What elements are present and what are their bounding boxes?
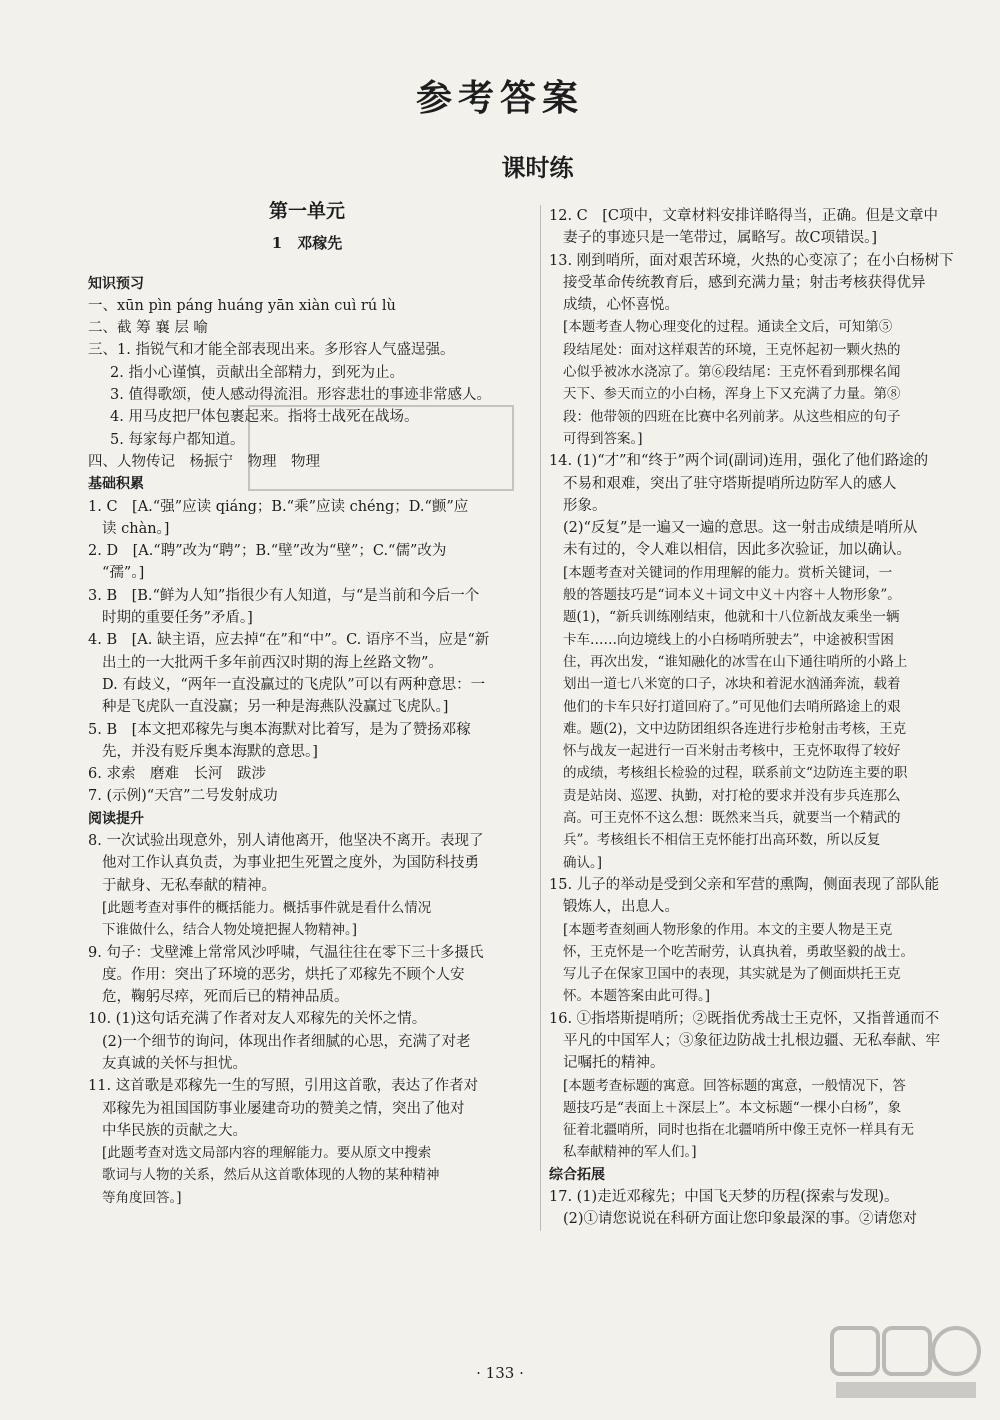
answer-line: 先，并没有贬斥奥本海默的意思。] xyxy=(102,743,318,760)
answer-note-line: [此题考查对事件的概括能力。概括事件就是看什么情况 xyxy=(102,899,432,916)
answer-line: 4. B [A. 缺主语，应去掉“在”和“中”。C. 语序不当，应是“新 xyxy=(88,632,490,649)
section-heading: 综合拓展 xyxy=(549,1166,605,1183)
answer-note-line: 怀与战友一起进行一百米射击考核中，王克怀取得了较好 xyxy=(563,743,901,760)
answer-note-line: 卡车……向边境线上的小白杨哨所驶去”，中途被积雪困 xyxy=(563,631,894,648)
answer-line: D. 有歧义，“两年一直没赢过的飞虎队”可以有两种意思：一 xyxy=(102,676,486,693)
answer-note-line: [本题考查刻画人物形象的作用。本文的主要人物是王克 xyxy=(563,921,893,938)
answer-line: 三、1. 指锐气和才能全部表现出来。多形容人气盛逞强。 xyxy=(88,342,455,359)
answer-line: 度。作用：突出了环境的恶劣，烘托了邓稼先不顾个人安 xyxy=(102,966,465,983)
answer-line: 一、xūn pìn páng huáng yān xiàn cuì rú lù xyxy=(88,297,396,314)
answer-note-line: 可得到答案。] xyxy=(563,430,643,447)
answer-line: 危，鞠躬尽瘁，死而后已的精神品质。 xyxy=(102,989,349,1006)
answer-note-line: [本题考查标题的寓意。回答标题的寓意，一般情况下，答 xyxy=(563,1077,906,1094)
answer-line: 出土的一大批两千多年前西汉时期的海上丝路文物”。 xyxy=(102,654,443,671)
answer-note-line: 确认。] xyxy=(563,854,603,871)
answer-line: 他对工作认真负责，为事业把生死置之度外，为国防科技勇 xyxy=(102,855,479,872)
answer-note-line: 下谁做什么，结合人物处境把握人物精神。] xyxy=(102,922,358,939)
answer-note-line: 等角度回答。] xyxy=(102,1189,182,1206)
answer-line: (2)①请您说说在科研方面让您印象最深的事。②请您对 xyxy=(563,1211,918,1228)
answer-line: 2. 指小心谨慎，贡献出全部精力，到死为止。 xyxy=(110,364,404,381)
answer-line: “孺”。] xyxy=(102,565,145,582)
answer-note-line: 写儿子在保家卫国中的表现，其实就是为了侧面烘托王克 xyxy=(563,966,901,983)
answer-note-line: 的成绩，考核组长检验的过程，联系前文“边防连主要的职 xyxy=(563,765,908,782)
answer-line: 于献身、无私奉献的精神。 xyxy=(102,877,276,894)
answer-line: 1. C [A.“强”应读 qiáng；B.“乘”应读 chéng；D.“颤”应 xyxy=(88,498,469,515)
answer-note-line: [本题考查人物心理变化的过程。通读全文后，可知第⑤ xyxy=(563,319,893,336)
section-heading: 基础积累 xyxy=(88,476,144,493)
answer-line: 9. 句子：戈壁滩上常常风沙呼啸，气温往往在零下三十多摄氏 xyxy=(88,944,484,961)
answer-note-line: 私奉献精神的军人们。] xyxy=(563,1144,697,1161)
answer-line: 中华民族的贡献之大。 xyxy=(102,1122,247,1139)
answer-line: 邓稼先为祖国国防事业屡建奇功的赞美之情，突出了他对 xyxy=(102,1100,465,1117)
answer-line: 2. D [A.“聘”改为“聘”；B.“壁”改为“壁”；C.“儒”改为 xyxy=(88,543,447,560)
answer-note-line: 般的答题技巧是“词本义＋词文中义＋内容＋人物形象”。 xyxy=(563,587,901,604)
answer-line: 种是飞虎队一直没赢；另一种是海燕队没赢过飞虎队。] xyxy=(102,699,449,716)
answer-line: 二、截 筹 襄 层 喻 xyxy=(88,320,208,337)
page-subtitle: 课时练 xyxy=(501,154,574,182)
lesson-title: 1 邓稼先 xyxy=(271,234,343,253)
answer-note-line: 歌词与人物的关系，然后从这首歌体现的人物的某种精神 xyxy=(102,1167,440,1184)
page-number: · 133 · xyxy=(476,1364,524,1382)
answer-line: 13. 刚到哨所，面对艰苦环境，火热的心变凉了；在小白杨树下 xyxy=(549,252,954,269)
answer-line: 14. (1)“才”和“终于”两个词(副词)连用，强化了他们路途的 xyxy=(549,453,929,470)
section-heading: 知识预习 xyxy=(88,275,144,292)
answer-note-line: 兵”。考核组长不相信王克怀能打出高环数，所以反复 xyxy=(563,832,881,849)
answer-line: 接受革命传统教育后，感到充满力量；射击考核获得优异 xyxy=(563,274,926,291)
answer-line: 12. C [C项中，文章材料安排详略得当，正确。但是文章中 xyxy=(549,208,939,224)
answer-note-line: 天下、参天而立的小白杨，浑身上下又充满了力量。第⑧ xyxy=(563,386,901,403)
answer-line: 8. 一次试验出现意外，别人请他离开，他坚决不离开。表现了 xyxy=(88,833,484,850)
answer-line: 10. (1)这句话充满了作者对友人邓稼先的关怀之情。 xyxy=(88,1011,427,1028)
answer-line: 11. 这首歌是邓稼先一生的写照，引用这首歌，表达了作者对 xyxy=(88,1078,479,1095)
site-logo xyxy=(826,1318,986,1408)
answer-note-line: 责是站岗、巡逻、执勤，对打枪的要求并没有步兵连那么 xyxy=(563,787,901,804)
answer-note-line: 他们的卡车只好打道回府了。”可见他们去哨所路途上的艰 xyxy=(563,698,901,715)
answer-line: 3. B [B.“鲜为人知”指很少有人知道，与“是当前和今后一个 xyxy=(88,587,480,604)
answer-line: 3. 值得歌颂，使人感动得流泪。形容悲壮的事迹非常感人。 xyxy=(110,387,491,404)
answer-line: (2)一个细节的询问，体现出作者细腻的心思，充满了对老 xyxy=(102,1033,471,1050)
answer-line: (2)“反复”是一遍又一遍的意思。这一射击成绩是哨所从 xyxy=(563,520,918,537)
answer-note-line: 住，再次出发，“谁知融化的冰雪在山下通往哨所的小路上 xyxy=(563,653,908,670)
answer-line: 平凡的中国军人；③象征边防战士扎根边疆、无私奉献、牢 xyxy=(563,1032,940,1049)
right-answer-list xyxy=(549,205,994,1231)
stamp-text xyxy=(250,435,512,460)
answer-note-line: 怀。本题答案由此可得。] xyxy=(563,988,711,1005)
answer-note-line: 征着北疆哨所，同时也指在北疆哨所中像王克怀一样具有无 xyxy=(563,1122,914,1139)
answer-note-line: 段：他带领的四班在比赛中名列前茅。从这些相应的句子 xyxy=(563,408,901,425)
unit-title: 第一单元 xyxy=(268,200,345,222)
answer-line: 妻子的事迹只是一笔带过，属略写。故C项错误。] xyxy=(563,230,877,247)
answer-note-line: 段结尾处：面对这样艰苦的环境，王克怀起初一颗火热的 xyxy=(563,341,901,358)
answer-line: 读 chàn。] xyxy=(102,520,170,537)
answer-line: 7. (示例)“天宫”二号发射成功 xyxy=(88,788,278,805)
answer-line: 记嘱托的精神。 xyxy=(563,1055,665,1072)
section-heading: 阅读提升 xyxy=(88,810,144,827)
answer-note-line: 划出一道七八米宽的口子，冰块和着泥水汹涌奔流，载着 xyxy=(563,676,901,693)
answer-line: 16. ①指塔斯提哨所；②既指优秀战士王克怀，又指普通而不 xyxy=(549,1010,940,1027)
answer-note-line: 心似乎被冰水浇凉了。第⑥段结尾：王克怀看到那棵名闻 xyxy=(563,364,901,381)
answer-note-line: 题技巧是“表面上＋深层上”。本文标题“一棵小白杨”，象 xyxy=(563,1099,902,1116)
answer-line: 时期的重要任务”矛盾。] xyxy=(102,610,253,627)
right-column xyxy=(540,205,994,1231)
answer-line: 未有过的，令人难以相信，因此多次验证，加以确认。 xyxy=(563,542,911,559)
page-title: 参考答案 xyxy=(415,78,584,119)
answer-note-line: 难。题(2)，文中边防团组织各连进行步枪射击考核，王克 xyxy=(563,720,907,737)
answer-line: 友真诚的关怀与担忧。 xyxy=(102,1055,247,1072)
answer-note-line: 题(1)，“新兵训练刚结束，他就和十八位新战友乘坐一辆 xyxy=(563,609,900,626)
answer-line: 锻炼人，出息人。 xyxy=(563,899,679,916)
answer-line: 4. 用马皮把尸体包裹起来。指将士战死在战场。 xyxy=(110,409,419,426)
answer-note-line: 怀，王克怀是一个吃苦耐劳，认真执着，勇敢坚毅的战士。 xyxy=(563,943,914,960)
answer-line: 5. 每家每户都知道。 xyxy=(110,431,245,448)
answer-line: 形象。 xyxy=(563,497,607,514)
watermark-stamp xyxy=(248,405,514,491)
left-column xyxy=(88,200,526,1209)
answer-line: 17. (1)走近邓稼先；中国飞天梦的历程(探索与发现)。 xyxy=(549,1189,899,1206)
answer-note-line: [此题考查对选文局部内容的理解能力。要从原文中搜索 xyxy=(102,1145,432,1162)
answer-line: 不易和艰难，突出了驻守塔斯提哨所边防军人的感人 xyxy=(563,475,897,492)
answer-line: 四、人物传记 杨振宁 物理 物理 xyxy=(88,453,320,470)
answer-note-line: [本题考查对关键词的作用理解的能力。赏析关键词，一 xyxy=(563,564,893,581)
answer-line: 5. B [本文把邓稼先与奥本海默对比着写，是为了赞扬邓稼 xyxy=(88,721,471,738)
answer-line: 15. 儿子的举动是受到父亲和军营的熏陶，侧面表现了部队能 xyxy=(549,876,940,893)
answer-line: 6. 求索 磨难 长河 跋涉 xyxy=(88,766,266,783)
answer-line: 成绩，心怀喜悦。 xyxy=(563,297,679,314)
answer-note-line: 高。可王克怀不这么想：既然来当兵，就要当一个精武的 xyxy=(563,810,901,827)
